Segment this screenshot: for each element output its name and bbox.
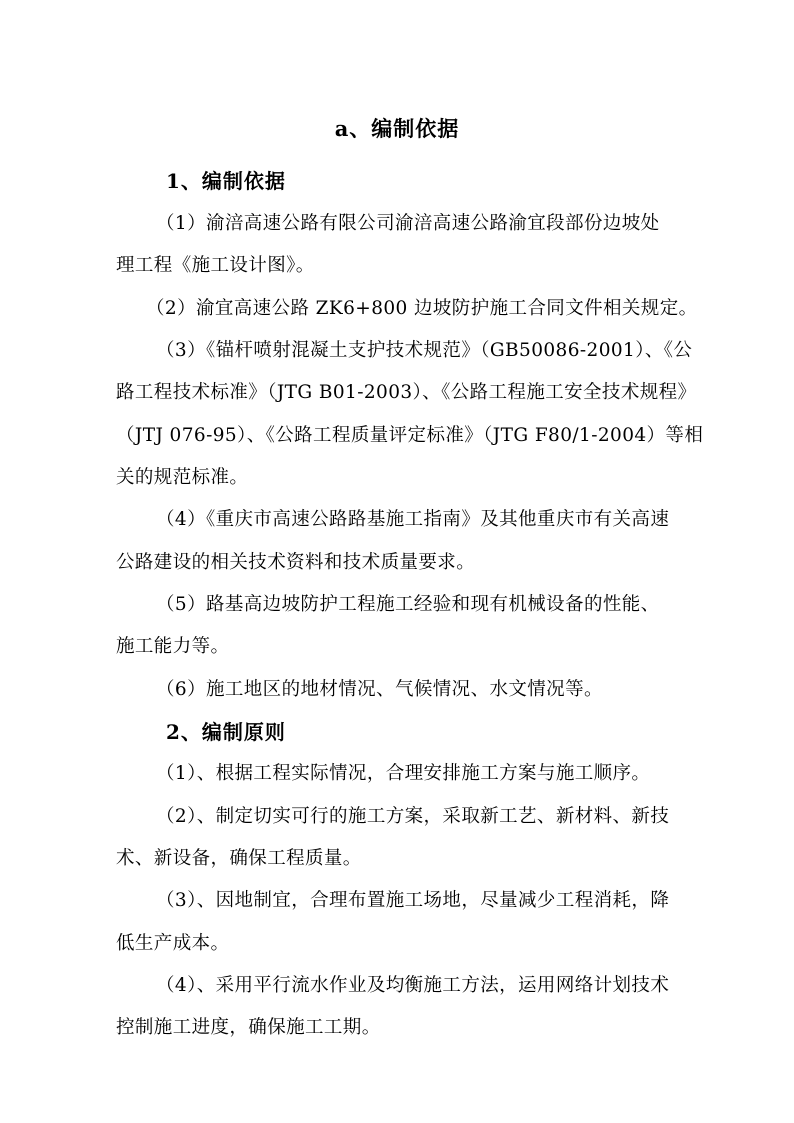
paragraph-line: （1）渝涪高速公路有限公司渝涪高速公路渝宜段部份边坡处	[156, 213, 660, 234]
paragraph-line: （3）、因地制宜，合理布置施工场地，尽量减少工程消耗，降	[156, 890, 670, 911]
paragraph-line: 控制施工进度，确保施工工期。	[116, 1017, 381, 1038]
document-title: a、编制依据	[334, 116, 460, 141]
paragraph-line: 施工能力等。	[116, 636, 230, 657]
paragraph-line: 低生产成本。	[116, 933, 230, 954]
paragraph-line: （4）《重庆市高速公路路基施工指南》及其他重庆市有关高速	[156, 509, 670, 530]
paragraph-line: （4）、采用平行流水作业及均衡施工方法，运用网络计划技术	[156, 975, 670, 996]
paragraph-line: 理工程《施工设计图》。	[116, 255, 315, 276]
paragraph-line: 路工程技术标准》（JTG B01-2003）、《公路工程施工安全技术规程》	[116, 382, 697, 403]
paragraph-line: 公路建设的相关技术资料和技术质量要求。	[116, 552, 476, 573]
paragraph-line: 术、新设备，确保工程质量。	[116, 848, 362, 869]
section-heading-2: 2、编制原则	[166, 720, 286, 744]
paragraph-line: 关的规范标准。	[116, 467, 249, 488]
paragraph-line: （2）渝宜高速公路 ZK6+800 边坡防护施工合同文件相关规定。	[146, 298, 698, 319]
paragraph-line: （5）路基高边坡防护工程施工经验和现有机械设备的性能、	[156, 594, 660, 615]
section-heading-1: 1、编制依据	[166, 169, 286, 193]
paragraph-line: （3）《锚杆喷射混凝土支护技术规范》（GB50086-2001）、《公	[156, 340, 693, 361]
paragraph-line: （1）、根据工程实际情况，合理安排施工方案与施工顺序。	[156, 763, 651, 784]
paragraph-line: （6）施工地区的地材情况、气候情况、水文情况等。	[156, 679, 603, 700]
paragraph-line: （JTJ 076-95）、《公路工程质量评定标准》（JTG F80/1-2004）等相	[116, 425, 704, 446]
paragraph-line: （2）、制定切实可行的施工方案，采取新工艺、新材料、新技	[156, 806, 670, 827]
